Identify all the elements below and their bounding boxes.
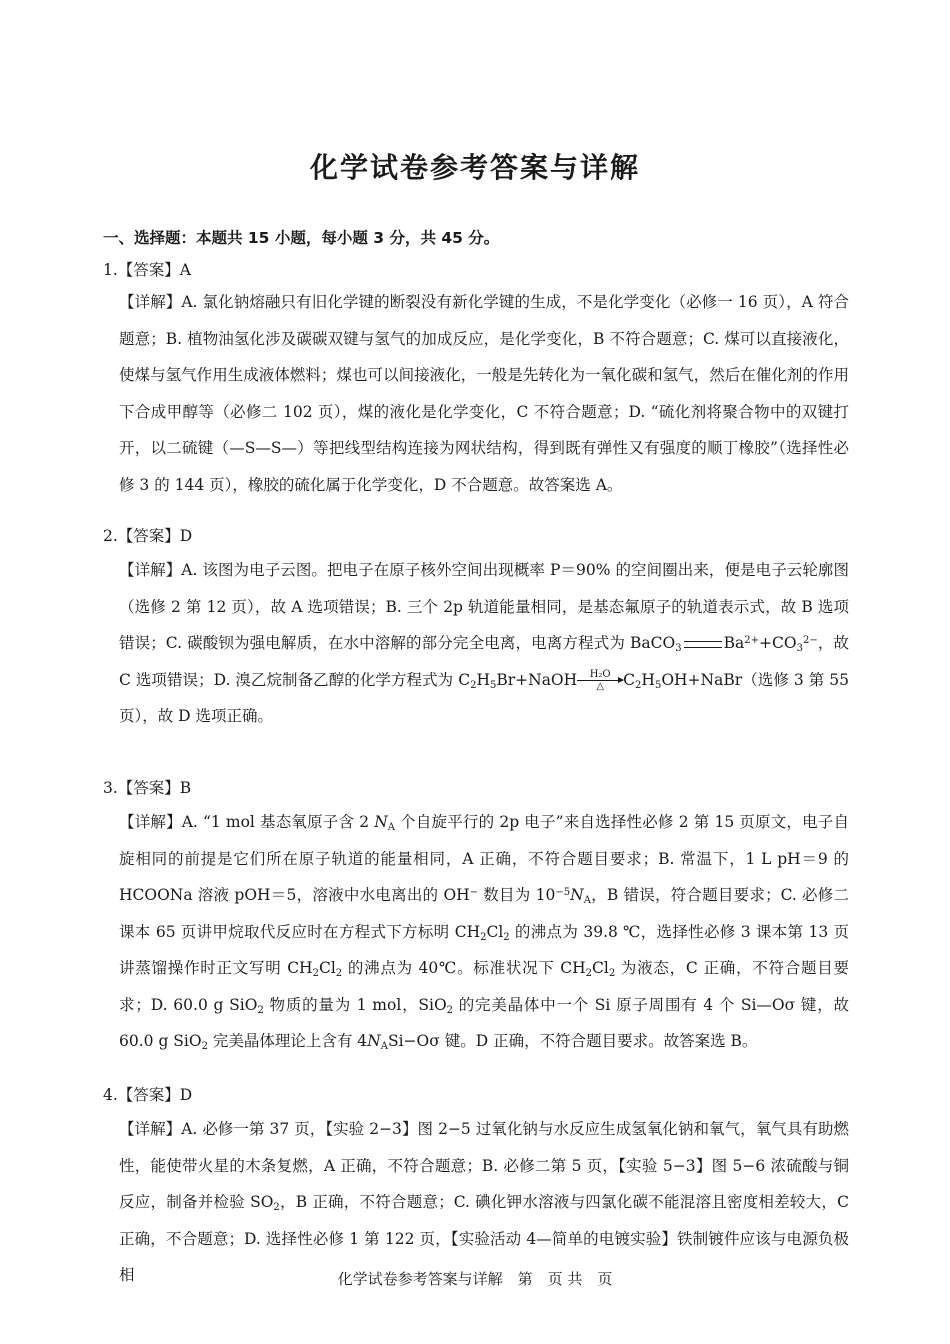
question-2-answer: 2.【答案】D <box>103 527 193 545</box>
page-title: 化学试卷参考答案与详解 <box>309 151 640 184</box>
question-4-answer: 4.【答案】D <box>103 1086 193 1104</box>
question-3-explanation: 【详解】A. “1 mol 基态氧原子含 2 $N_A$ 个自旋平行的 2p 电子”来自选择性必修 2 第 15 页原文，电子自旋相同的前提是它们所在原子轨道的能量相同，A 正确，不符合题目要求；B. 常温下，1 L pH＝9 的 HCOONa 溶液 pOH＝5，溶液中水电离出的 OH− 数目为 $10^{-5}N_A$，B 错误，符合题目要求；C. 必修二课本 65 页讲甲烷取代反应时在方程式下方标明 $CH_2Cl_2$ 的沸点为 39.8 ℃，选择性必修 3 课本第 13 页讲蒸馏操作时正文写明 $CH_2Cl_2$ 的沸点为 40℃。标准状况下 $CH_2Cl_2$ 为液态，C 正确，不符合题目要求；D. 60.0 g SiO$_2$ 物质的量为 1 mol，SiO$_2$ 的完美晶体中一个 Si 原子周围有 4 个 Si—Oσ 键，故 60.0 g SiO$_2$ 完美晶体理论上含有 $4N_ASi-O\sigma$ 键。D 正确，不符合题目要求。故答案选 B。 <box>119 813 850 1052</box>
question-4-explanation: 【详解】A. 必修一第 37 页，【实验 2−3】图 2−5 过氧化钠与水反应生成氢氧化钠和氧气，氧气具有助燃性，能使带火星的木条复燃，A 正确，不符合题意；B. 必修二第 5 页，【实验 5−3】图 5−6 浓硫酸与铜反应，制备并检验 $SO_2$，B 正确，不符合题意；C. 碘化钾水溶液与四氯化碳不能混溶且密度相差较大，C 正确，不合题意；D. 选择性必修 1 第 122 页，【实验活动 4—简单的电镀实验】铁制镀件应该与电源负极相 <box>119 1120 849 1284</box>
question-2-explanation: 【详解】A. 该图为电子云图。把电子在原子核外空间出现概率 P＝90% 的空间圈出来，便是电子云轮廓图（选修 2 第 12 页），故 A 选项错误；B. 三个 2p 轨道能量相同，是基态氟原子的轨道表示式，故 B 选项错误；C. 碳酸钡为强电解质，在水中溶解的部分完全电离，电离方程式为 BaCO$_3$ $Ba^{2+}+CO_3^{2-}$，故 C 选项错误；D. 溴乙烷制备乙醇的化学方程式为 $C_2H_5Br+NaOH$ H₂O △ $C_2H_5OH+NaBr$（选修 3 第 55 页），故 D 选项正确。 <box>119 561 849 725</box>
question-1-explanation: 【详解】A. 氯化钠熔融只有旧化学键的断裂没有新化学键的生成，不是化学变化（必修一 16 页），A 符合题意；B. 植物油氢化涉及碳碳双键与氢气的加成反应，是化学变化，B 不符合题意；C. 煤可以直接液化，使煤与氢气作用生成液体燃料；煤也可以间接液化，一般是先转化为一氧化碳和氢气，然后在催化剂的作用下合成甲醇等（必修二 102 页），煤的液化是化学变化，C 不符合题意；D. “硫化剂将聚合物中的双键打开，以二硫键（—S—S—）等把线型结构连接为网状结构，得到既有弹性又有强度的顺丁橡胶”（选择性必修 3 的 144 页），橡胶的硫化属于化学变化，D 不合题意。故答案选 A。 <box>119 293 849 494</box>
reaction-arrow: H₂O △ <box>577 669 623 692</box>
page-footer: 化学试卷参考答案与详解 第 页 共 页 <box>337 1270 613 1288</box>
section-heading: 一、选择题：本题共 15 小题，每小题 3 分，共 45 分。 <box>103 229 500 247</box>
question-3-answer: 3.【答案】B <box>103 779 192 797</box>
equals-sign <box>684 641 722 648</box>
question-1-answer: 1.【答案】A <box>103 261 191 279</box>
